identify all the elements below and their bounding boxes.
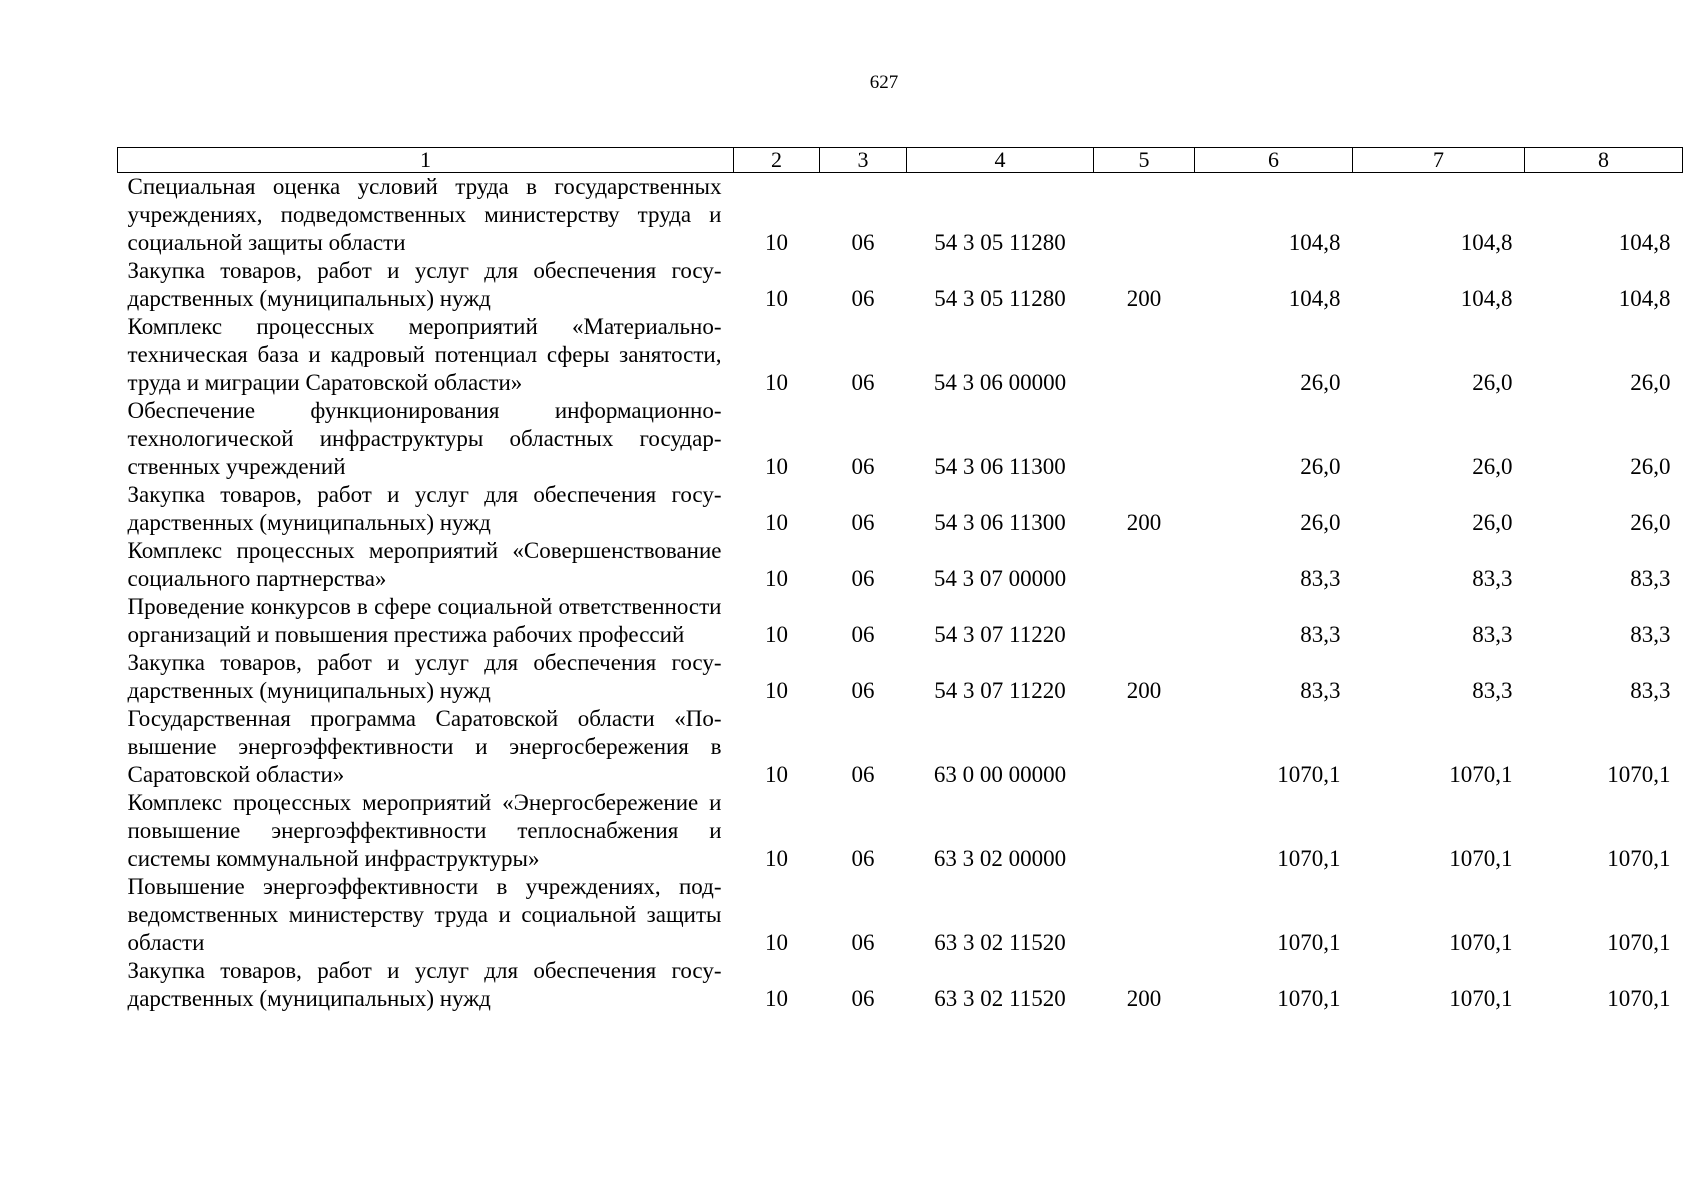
table-row [118,481,1683,537]
subsection-code: 06 [851,986,875,1011]
item-name: Проведение конкурсов в сфере социальной ответственности организаций и повышения престижа рабочих профессий [127,594,722,647]
section-code: 10 [765,986,788,1011]
target-article-code: 63 0 00 00000 [933,762,1067,787]
target-article-code: 63 3 02 00000 [933,846,1067,871]
expense-type-code: 200 [1126,286,1162,311]
amount-col-7: 26,0 [1472,510,1513,535]
amount-col-7: 83,3 [1472,566,1513,591]
section-code: 10 [765,286,788,311]
amount-col-6: 1070,1 [1277,762,1341,787]
amount-col-8: 83,3 [1630,566,1671,591]
page-number: 627 [869,72,899,93]
amount-col-6: 83,3 [1300,678,1341,703]
table-row [118,537,1683,593]
table-row [118,873,1683,957]
target-article-code: 54 3 05 11280 [934,286,1066,311]
subsection-code: 06 [851,286,875,311]
expense-type-code [1094,173,1195,258]
amount-col-6: 104,8 [1288,286,1341,311]
amount-col-6: 1070,1 [1277,846,1341,871]
target-article-code: 54 3 07 11220 [934,678,1066,703]
target-article-code: 54 3 06 00000 [933,370,1067,395]
amount-col-6: 26,0 [1300,370,1341,395]
expense-type-code: 200 [1126,986,1162,1011]
amount-col-7: 104,8 [1460,286,1513,311]
subsection-code: 06 [851,622,875,647]
amount-col-8: 83,3 [1630,678,1671,703]
item-name: Комплекс процессных мероприятий «Совершенствование социального партнерства» [127,538,722,591]
column-header: 2 [734,148,820,173]
table-row [118,957,1683,1013]
column-header: 1 [118,148,734,173]
target-article-code: 63 3 02 11520 [934,930,1066,955]
column-header: 8 [1525,148,1683,173]
expense-type-code [1094,397,1195,481]
column-header: 6 [1195,148,1353,173]
item-name: Закупка товаров, работ и услуг для обеспечения государственных (муниципальных) нужд [127,650,722,703]
item-name: Закупка товаров, работ и услуг для обеспечения государственных (муниципальных) нужд [127,958,722,1011]
expense-type-code: 200 [1126,510,1162,535]
amount-col-8: 26,0 [1630,510,1671,535]
amount-col-8: 26,0 [1630,370,1671,395]
subsection-code: 06 [851,510,875,535]
target-article-code: 54 3 07 11220 [934,622,1066,647]
amount-col-8: 1070,1 [1607,846,1671,871]
table-row [118,649,1683,705]
table-row [118,257,1683,313]
item-name: Государственная программа Саратовской области «Повышение энергоэффективности и энергосбережения в Саратовской области» [127,706,722,787]
amount-col-6: 1070,1 [1277,986,1341,1011]
column-header: 7 [1353,148,1525,173]
subsection-code: 06 [851,370,875,395]
subsection-code: 06 [851,230,875,255]
amount-col-6: 26,0 [1300,454,1341,479]
amount-col-8: 1070,1 [1607,986,1671,1011]
budget-table [117,147,1683,1013]
column-header: 5 [1094,148,1195,173]
expense-type-code [1094,537,1195,593]
amount-col-7: 83,3 [1472,622,1513,647]
amount-col-7: 104,8 [1460,230,1513,255]
target-article-code: 63 3 02 11520 [934,986,1066,1011]
subsection-code: 06 [851,846,875,871]
subsection-code: 06 [851,762,875,787]
column-number-row [118,148,1683,173]
column-header: 3 [820,148,907,173]
item-name: Специальная оценка условий труда в государственных учреждениях, подведомственных министерству труда и социальной защиты области [127,174,722,255]
amount-col-7: 83,3 [1472,678,1513,703]
column-header: 4 [907,148,1094,173]
expense-type-code [1094,705,1195,789]
amount-col-7: 1070,1 [1449,846,1513,871]
amount-col-8: 104,8 [1618,230,1671,255]
expense-type-code [1094,593,1195,649]
amount-col-7: 1070,1 [1449,930,1513,955]
amount-col-6: 104,8 [1288,230,1341,255]
section-code: 10 [765,678,788,703]
section-code: 10 [765,762,788,787]
subsection-code: 06 [851,566,875,591]
section-code: 10 [765,930,788,955]
section-code: 10 [765,510,788,535]
item-name: Закупка товаров, работ и услуг для обеспечения государственных (муниципальных) нужд [127,482,722,535]
expense-type-code [1094,313,1195,397]
subsection-code: 06 [851,454,875,479]
table-row [118,705,1683,789]
subsection-code: 06 [851,678,875,703]
amount-col-8: 83,3 [1630,622,1671,647]
table-body [118,173,1683,1014]
section-code: 10 [765,454,788,479]
table-row [118,593,1683,649]
expense-type-code [1094,873,1195,957]
table-row [118,397,1683,481]
amount-col-7: 26,0 [1472,454,1513,479]
amount-col-8: 26,0 [1630,454,1671,479]
item-name: Обеспечение функционирования информационно-технологической инфраструктуры областных государственных учреждений [127,398,722,479]
table-row [118,789,1683,873]
target-article-code: 54 3 05 11280 [934,230,1066,255]
target-article-code: 54 3 07 00000 [933,566,1067,591]
target-article-code: 54 3 06 11300 [934,510,1066,535]
amount-col-6: 26,0 [1300,510,1341,535]
section-code: 10 [765,622,788,647]
subsection-code: 06 [851,930,875,955]
table-row [118,173,1683,258]
item-name: Закупка товаров, работ и услуг для обеспечения государственных (муниципальных) нужд [127,258,722,311]
amount-col-6: 83,3 [1300,622,1341,647]
amount-col-8: 1070,1 [1607,762,1671,787]
item-name: Повышение энергоэффективности в учреждениях, подведомственных министерству труда и социальной защиты области [127,874,722,955]
section-code: 10 [765,846,788,871]
amount-col-6: 83,3 [1300,566,1341,591]
target-article-code: 54 3 06 11300 [934,454,1066,479]
amount-col-7: 1070,1 [1449,986,1513,1011]
section-code: 10 [765,566,788,591]
amount-col-7: 26,0 [1472,370,1513,395]
section-code: 10 [765,230,788,255]
amount-col-7: 1070,1 [1449,762,1513,787]
item-name: Комплекс процессных мероприятий «Энергосбережение и повышение энергоэффективности теплоснабжения и системы коммунальной инфраструктуры» [127,790,722,871]
amount-col-8: 104,8 [1618,286,1671,311]
expense-type-code [1094,789,1195,873]
item-name: Комплекс процессных мероприятий «Материально-техническая база и кадровый потенциал сферы занятости, труда и миграции Саратовской области» [127,314,722,395]
table-row [118,313,1683,397]
section-code: 10 [765,370,788,395]
amount-col-8: 1070,1 [1607,930,1671,955]
amount-col-6: 1070,1 [1277,930,1341,955]
expense-type-code: 200 [1126,678,1162,703]
